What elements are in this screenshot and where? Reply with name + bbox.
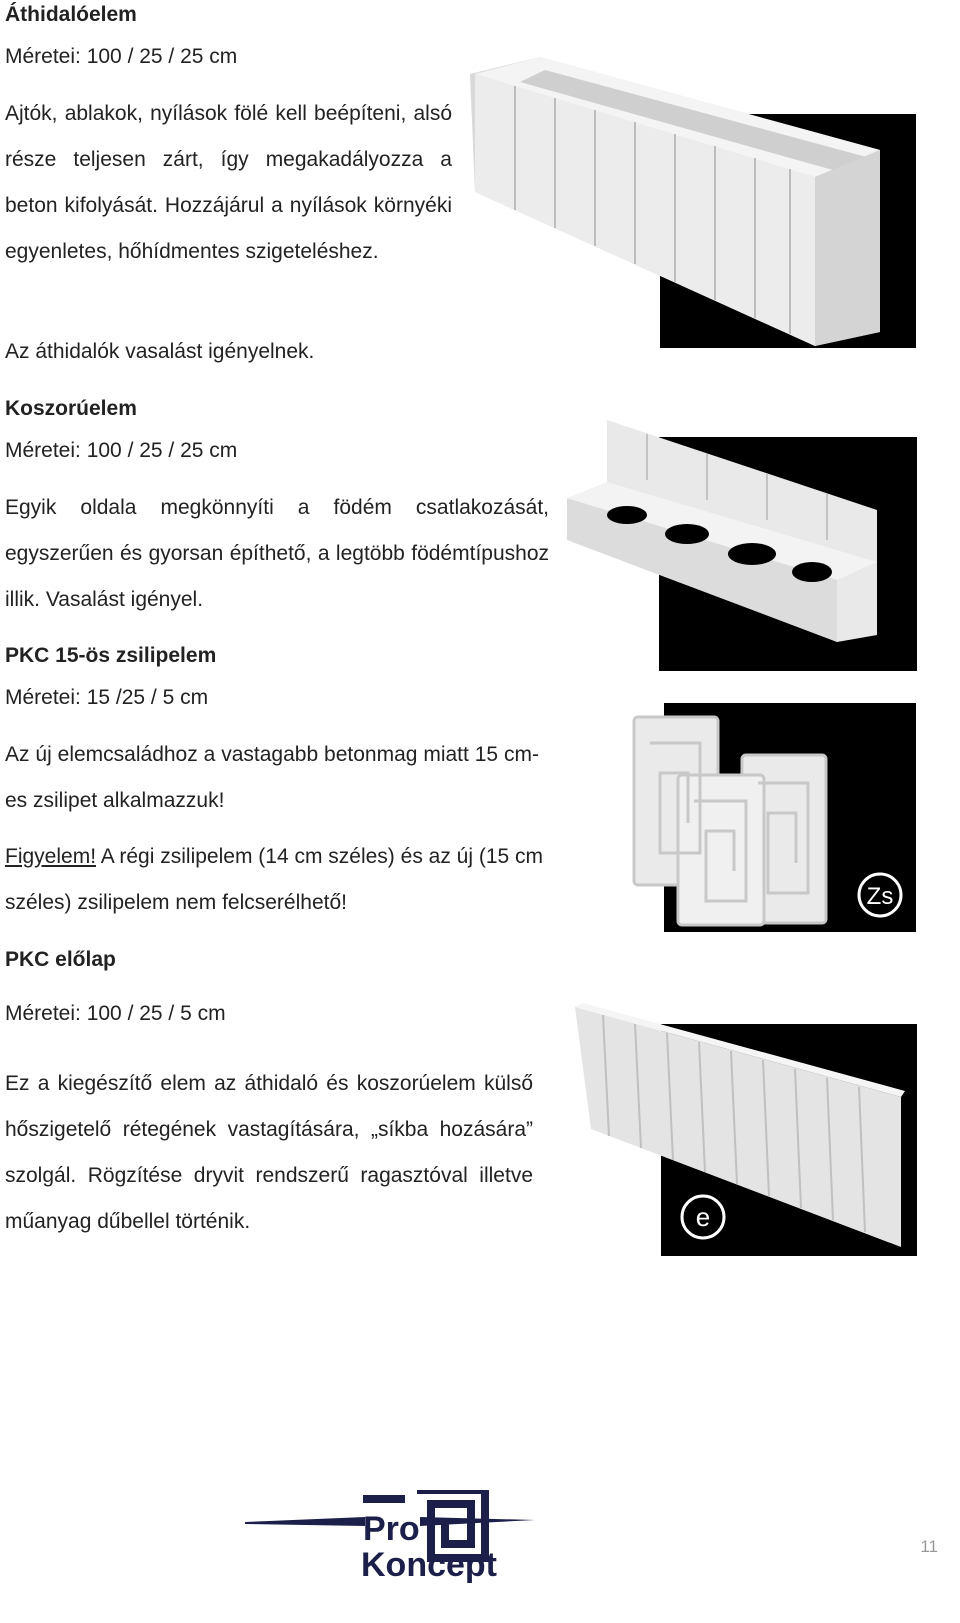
e-badge-text: e — [695, 1202, 711, 1232]
paragraph-zsilipelem: Az új elemcsaládhoz a vastagabb betonmag miatt 15 cm-es zsilipet alkalmazzuk! — [5, 743, 539, 812]
athidalo-photo — [470, 52, 916, 348]
pro-koncept-logo — [245, 1490, 555, 1615]
paragraph-elolap: Ez a kiegészítő elem az áthidaló és koszorúelem külső hőszigetelő rétegének vastagítására, „síkba hozására” szolgál. Rögzítése dryvit rendszerű ragasztóval illetve műanyag dűbellel történik. — [5, 1072, 533, 1233]
warning-text: A régi zsilipelem (14 cm széles) és az új (15 cm széles) zsilipelem nem felcserélhető! — [5, 845, 544, 914]
size-koszoruelem: Méretei: 100 / 25 / 25 cm — [5, 439, 238, 462]
heading-koszoruelem: Koszorúelem — [5, 397, 137, 420]
size-elolap: Méretei: 100 / 25 / 5 cm — [5, 1002, 226, 1025]
logo-koncept: Koncept — [361, 1546, 497, 1584]
size-athidaloelem: Méretei: 100 / 25 / 25 cm — [5, 45, 238, 68]
heading-athidaloelem: Áthidalóelem — [5, 3, 137, 26]
paragraph-koszoruelem: Egyik oldala megkönnyíti a födém csatlakozását, egyszerűen és gyorsan építhető, a legtöbb födémtípushoz illik. Vasalást igényel. — [5, 496, 549, 611]
koszoru-photo — [567, 420, 917, 671]
warning-label: Figyelem! — [5, 845, 97, 868]
note-athidaloelem: Az áthidalók vasalást igényelnek. — [5, 340, 315, 363]
zsilip-photo — [630, 703, 916, 932]
logo-pro: Pro — [363, 1510, 420, 1548]
size-zsilipelem: Méretei: 15 /25 / 5 cm — [5, 686, 209, 709]
warning-zsilipelem — [5, 834, 545, 926]
heading-elolap: PKC előlap — [5, 948, 116, 971]
heading-zsilipelem: PKC 15-ös zsilipelem — [5, 644, 217, 667]
page-number: 11 — [920, 1537, 938, 1556]
zs-badge-text: Zs — [866, 883, 894, 910]
paragraph-athidaloelem: Ajtók, ablakok, nyílások fölé kell beépíteni, alsó része teljesen zárt, így megakadályozza a beton kifolyását. Hozzájárul a nyílások környéki egyenletes, hőhídmentes szigeteléshez. — [5, 102, 452, 263]
elolap-photo — [573, 1003, 917, 1256]
